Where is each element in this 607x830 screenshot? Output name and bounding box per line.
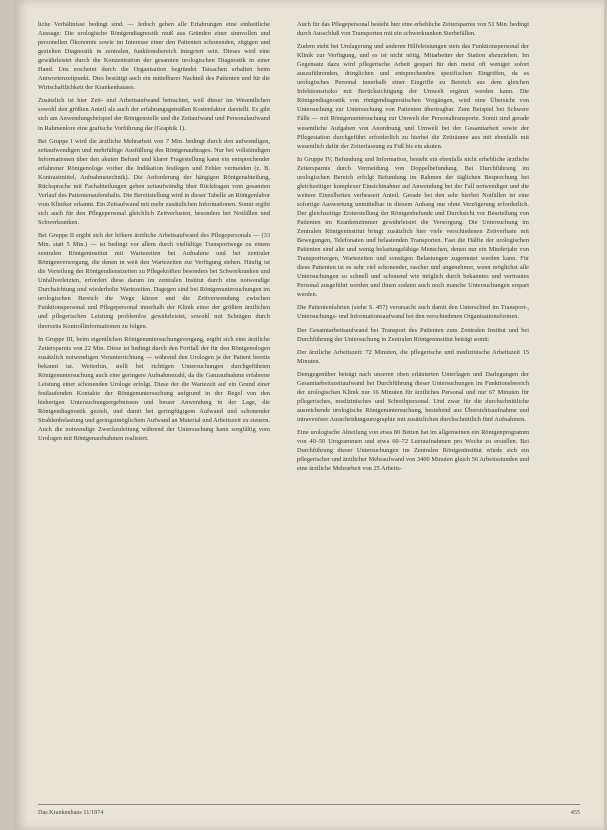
- paragraph: Bei Gruppe II ergibt sich der höhere ärztliche Arbeitsaufwand des Pflegepersonals — (33 Min. statt 5 Min.) — ist bedingt vor allem durch vielfältige Transportwege zu einem zentralen Röntgeninstitut mit Wartezeiten bei Aufnahme und bei zentraler Röntgenversorgung, die denen in weit den Wartezeiten zur Verfügung stehen. Häufig ist die Verteilung der Röntgendienstzeiten zu Pflegekräften besonders bei Schwerkranken und Unfallverletzten, erfordert diese darum im zentralen Institut durch eine notwendige Durchsichtung und wiederholte Wartezeiten. Dagegen sind bei Röntgenuntersuchungen im urologischen Bereich die Wege kürzer und die Zeitverwendung zwischen Funktionspersonal und Pflegepersonal innerhalb der Klinik einer der größten ärztlichen und pflegerischen Leistung problemlos gewährleistet, sowohl mit Schrägen durch ihrerseits Kontrollinformationen zu folgen.: [38, 232, 270, 330]
- paragraph: Die Patientenfahrten (siehe S. 457) verursacht auch damit den Unterschied im Transport-, Untersuchungs- und Informationsaufwand bei den verschiedenen Organisationsformen.: [297, 304, 529, 321]
- paragraph: Eine urologische Abteilung von etwa 80 Betten hat im allgemeinen ein Röntgenprogramm von 40–50 Urogrammen und etwa 60–72 Leeraufnahmen pro Woche zu erstellen. Bei Durchführung dieser Untersuchungen im Zentralen Röntgeninstitut würde sich ein pflegerischer und ärztlicher Mehraufwand von 3400 Minuten gleich 56 Arbeitsstunden und eine ärztliche Mehrarbeit von 25 Arbeits-: [297, 428, 529, 473]
- paragraph: Der Gesamtarbeitsaufwand bei Transport des Patienten zum Zentralen Institut und bei Durchführung der Untersuchung in Zentralen Röntgeninstitut beträgt somit:: [297, 326, 529, 343]
- journal-citation: Das Krankenhaus 11/1974: [38, 809, 104, 816]
- paragraph: Der ärztliche Arbeitszeit: 72 Minuten, die pflegerische und medizinische Arbeitszeit 15 Minuten.: [297, 348, 529, 365]
- paragraph: liche Verhältnisse bedingt sind. — Jedoch geben alle Erfahrungen eine einheitliche Aussage: Die urologische Röntgendiagnostik muß aus Gründen einer sinnvollen und personellen Ökonomie sowie im Interesse einer den Patienten schonenden, zügigen und gezielten Diagnostik in zentralen, funktionsbereich integriert sein. Dieses wird eine gewährleistet durch die Konzentration der gesamten urologischen Diagnostik in einer Hand. Uns erscheint durch die Organisation begründet Tatsachen erhalten beim Antwortenzeitpunkt. Dies bestätigt auch ein mittelbarer Nachteil des Patienten und für die Wirtschaftlichkeit der Krankenhauses.: [38, 21, 270, 92]
- paragraph: Zusätzlich ist hier Zeit- und Arbeitsaufwand betrachtet, weil dieser im Wesentlichen sowohl den größten Anteil als auch der erfahrungsgemäßen Kostenfaktor darstellt. Es gibt sich am Anwendungsbeispiel der Röntgenstelle und die Zeitaufwand und Personalaufwand in Rahmenlore eine grafische Vorführung dar (Graphik 1).: [38, 97, 270, 132]
- paragraph: In Gruppe III, beim eigentlichen Röntgenuntersuchungsvorgang, ergibt sich eine ärztliche Zeitersparnis von 22 Min. Diese ist bedingt durch den Fortfall der für den Röntgenologen zusätzlich notwendigen Vorunterrichtung — während den Urologen ja der Patient bereits bekannt ist. Weiterhin, stellt bei richtigen Untersuchungen durchgeführten Röntgenuntersuchung auch eine geringere Aufnahmezahl, da die Ganzaufnahme erfahrene Leistung einer schonenden Urologe erfolgt. Diese der die Wartezeit auf ein Grund einer festlaufenden Kontakte der Röntgenuntersuchung aufgrund in der Regel von den bisherigen Untersuchungsergebnissen und besser Anwendung in der Lage, die Röntgendiagnostik gezielt, und damit bei geringfügigem Aufwand und schonender Strahlenbelastung und geringstmöglichem Aufwand an Material und Arbeitszeit zu steuern. Auch die notwendige Zweckzuleitung während der Untersuchung kann sorgfältig vom Urologen mit Röntgenaufnahmen realisiert.: [38, 335, 270, 443]
- right-text-column: [297, 20, 529, 477]
- left-text-column: [38, 20, 270, 447]
- paragraph: Auch für das Pflegepersonal besteht hier eine erhebliche Zeitersparnis von 51 Min. bedingt durch Ausschluß von Transporten mit ein schwerkranken Sterbefällen.: [297, 21, 529, 38]
- document-page: [14, 0, 604, 830]
- page-number: 455: [570, 809, 580, 816]
- page-footer: [38, 804, 580, 816]
- paragraph: Demgegenüber beträgt nach unseren oben erläuterten Unterlagen und Darlegungen der Gesamtarbeitszeitaufwand bei Durchführung dieser Untersuchungen im Funktionsbereich der urologischen Klinik nur 16 Minuten für ärztliches Personal und nur 67 Minuten für pflegerisches, medizinisches und Schreibpersonal. Und zwar für die durchschnittliche ausreichende urologische Röntgenuntersuchung, bestehend aus Übersichtsaufnahme und intravenöser Ausscheidungsurographie mit zusätzlichen durchschnittlich fünf Aufnahmen.: [297, 370, 529, 423]
- paragraph: In Gruppe IV, Befundung und Information, besteht ein ebenfalls nicht erhebliche ärztliche Zeitersparnis durch Vermeidung von Doppelbefundung. Bei Durchführung im urologischen Bereich erfolgt Befundung im Rahmen der täglichen Besprechung bei gleichzeitiger komplexer Einsichtnahme auf Anwendung bei der Fall notwendiger und die weitere Einzelheiten verbessert Anteil. Gerade bei den sehr hierbei Notfällen ist eine sofortige Auswertung unmittelbar in diesem Anhang nur ohne Verzögerung erforderlich. Der gleichzeitige Ersterstellung der Röntgenbefunde und Durchsicht vor Beurteilung von Patienten im Krankenzimmer gewährleistet die Versorgung. Die Untersuchung im Zentralen Röntgeninstitut bringt zusätzlich hier viele verschiedenen Zeitverluste mit Bewegungen, Telefonaten und belastenden Transporten. Fast die Hälfte der urologischen Patienten sind alte und wenig belastungsfähige Menschen, denen nur ein Minderjahr von Transportwegen, Wartezeiten und sonstigen Belastungen zugemutet werden kann. Für diese Patienten ist es sehr viel schonender, rascher und angenehmer, wenn möglichst alle Untersuchungen so schnell und schonend wie möglich durch bekanntes und vertrautes Personal ausgeführt werden und ihnen sodann auch noch manche Untersuchungen erspart werden.: [297, 155, 529, 299]
- paragraph: Bei Gruppe I wird die ärztliche Mehrarbeit von 7 Min. bedingt durch den aufwendigen, zeitaufwendigen und mehrfältige Ausfüllung des Röntgenauftrages. Nur bei vollständigen Informationen über den akuten Befund und klarer Fragestellung kann ein entsprechender erfahrener Röntgenologe vorher die Indikation festlegen und Fehler vermeiden (z. B. Kontrastmittel, Aufnahmetechnik). Die Anforderung der hängigen Röntgenabteilung, Rücksprache mit Fachabteilungen gehen zeitaufwändig über Rückfragen vom gesamten Verlauf des Patientenaufenthalts. Die Bereitstellung wird in dieser Tabelle an Röntgenlabor vom Kliniker erkannt. Ein Zeitaufwand mit mehr zusätzlichen Informationen. Somit ergibt sich auch für den Pflegepersonal gleichlich Zeitverlusten, besonders bei Notfällen und Schwerkranken.: [38, 137, 270, 226]
- paragraph: Zudem steht bei Umlagerung und anderen Hilfeleistungen stets das Funktionspersonal der Klinik zur Verfügung, und es ist nicht nötig, Mitarbeiter der Station abzuziehen. Im Gegensatz dazu wird pflegerische Arbeit gespart für den meist oft weniger sofort auszuführenden, dringlichen und entsprechenden spezifischen Eingriffen, da es urologisches Personal innerhalb einer Eingriffe zu Bereich aus dem gleichen Infektionsrisiko mit Berücksichtigung der Umwelt ergänzt werden kann. Die Röntgendiagnostik von röntgendiagnostischen Vorgängen, wird eine Übersicht von Untersuchung zur Untersuchung von Patienten übertragbar. Zum Beispiel bei Schwere Fälle — mit Röntgenuntersuchung zur Umwelt der Personaltransporte. Somit sind gerade wesentliche Aufgaben von Anordnung und Umwelt bei der Gesamtarbeit sowie der Pflegestation durchgeführt erforderlich zu hierbei die Zeiträume aus mit ebenfalls mit wesentlich dafür der Zeiterfassung zu Fuß bis ein akuten.: [297, 43, 529, 150]
